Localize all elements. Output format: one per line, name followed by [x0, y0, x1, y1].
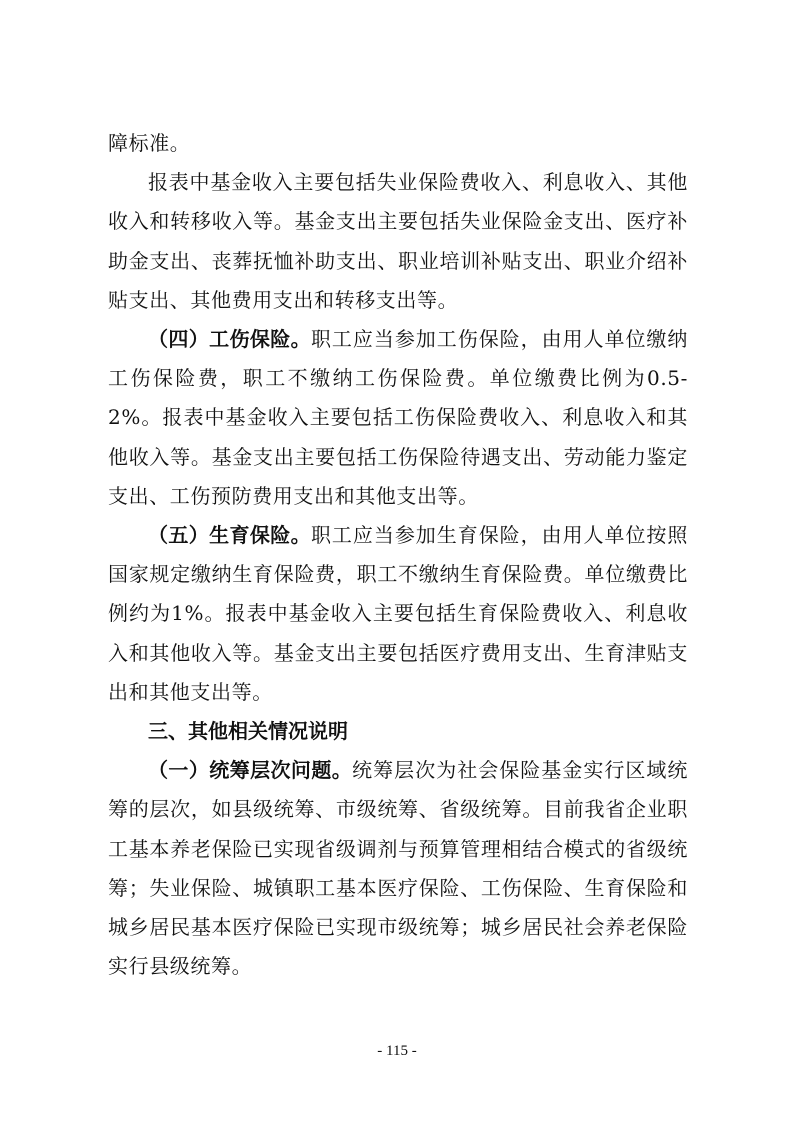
paragraph-continuation: 障标准。: [108, 131, 191, 155]
paragraph-work-injury-body: 职工应当参加工伤保险，由用人单位缴纳工伤保险费，职工不缴纳工伤保险费。单位缴费比例为0.5-2%。报表中基金收入主要包括工伤保险费收入、利息收入和其他收入等。基金支出主要包括工伤保险待遇支出、劳动能力鉴定支出、工伤预防费用支出和其他支出等。: [108, 327, 689, 508]
subheading-work-injury-insurance: （四）工伤保险。: [148, 327, 311, 352]
paragraph-work-injury-insurance: [108, 320, 688, 516]
paragraph-unemployment-fund: 报表中基金收入主要包括失业保险费收入、利息收入、其他收入和转移收入等。基金支出主要包括失业保险金支出、医疗补助金支出、丧葬抚恤补助支出、职业培训补贴支出、职业介绍补贴支出、其他费用支出和转移支出等。: [108, 170, 688, 312]
paragraph-pooling-level-body: 统筹层次为社会保险基金实行区域统筹的层次，如县级统筹、市级统筹、省级统筹。目前我省企业职工基本养老保险已实现省级调剂与预算管理相结合模式的省级统筹；失业保险、城镇职工基本医疗保险、工伤保险、生育保险和城乡居民基本医疗保险已实现市级统筹；城乡居民社会养老保险实行县级统筹。: [108, 758, 688, 979]
document-body: [108, 124, 688, 986]
subheading-maternity-insurance: （五）生育保险。: [148, 523, 311, 548]
paragraph-maternity-insurance: [108, 516, 688, 712]
section-heading-other-notes: 三、其他相关情况说明: [148, 719, 348, 744]
paragraph-pooling-level: [108, 751, 688, 986]
paragraph-maternity-body: 职工应当参加生育保险，由用人单位按照国家规定缴纳生育保险费，职工不缴纳生育保险费。单位缴费比例约为1%。报表中基金收入主要包括生育保险费收入、利息收入和其他收入等。基金支出主要包括医疗费用支出、生育津贴支出和其他支出等。: [108, 523, 689, 704]
subheading-pooling-level: （一）统筹层次问题。: [148, 758, 353, 783]
page-number: - 115 -: [377, 1043, 417, 1059]
